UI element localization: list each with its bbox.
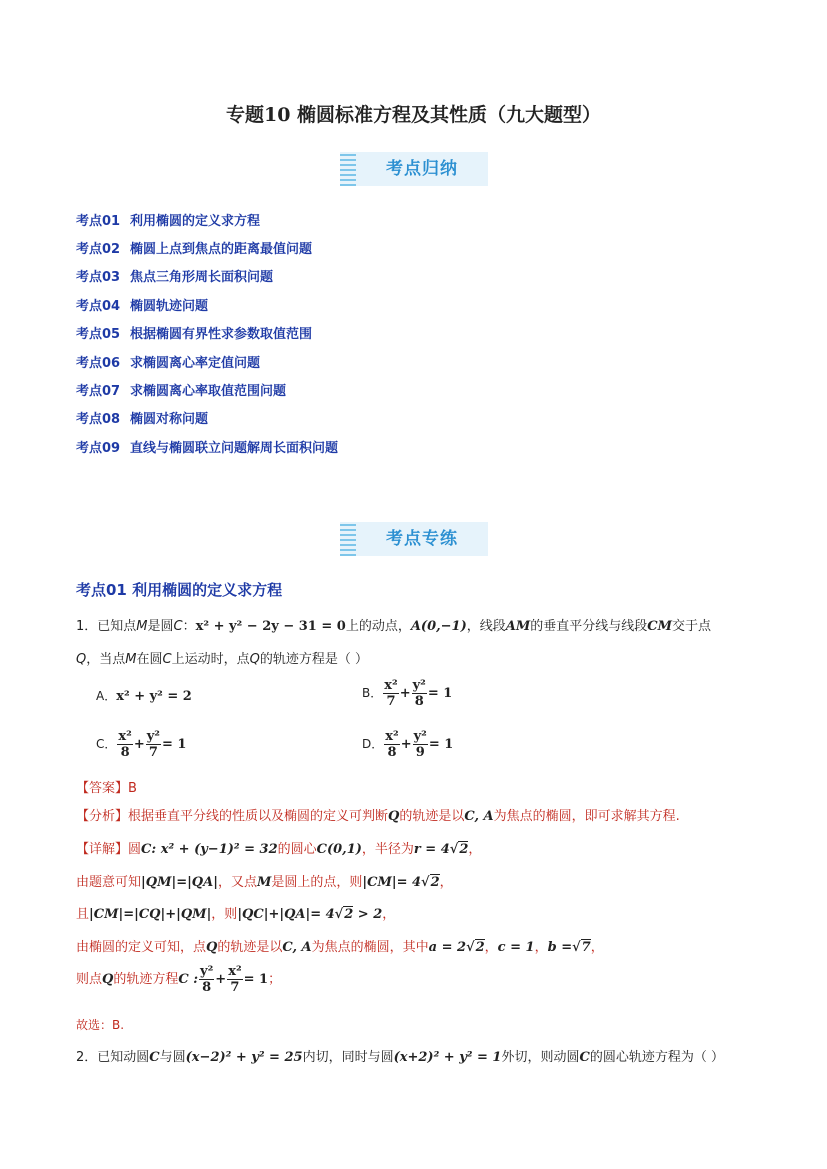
toc-item-1: 考点01 利用椭圆的定义求方程 — [76, 214, 261, 229]
toc-item-7: 考点07 求椭圆离心率取值范围问题 — [76, 384, 287, 399]
question-1-line-2: Q，当点M在圆C上运动时，点Q的轨迹方程是（ ） — [76, 652, 368, 667]
detail-line-3: 且|CM|=|CQ|+|QM|，则|QC|+|QA|= 4√2 > 2， — [76, 907, 396, 922]
toc-item-3: 考点03 焦点三角形周长面积问题 — [76, 270, 274, 285]
banner-label: 考点归纳 — [386, 159, 458, 179]
toc-item-8: 考点08 椭圆对称问题 — [76, 412, 209, 427]
option-b: B． $\frac{\text{x²}}{7}$ + $\frac{\text{y²}}{8}$ = 1 — [362, 678, 453, 709]
detail-line-4: 由椭圆的定义可知，点Q的轨迹是以C, A为焦点的椭圆，其中a = 2√2，c = 1，b =√7， — [76, 940, 604, 955]
option-a: A．x² + y² = 2 — [96, 689, 192, 704]
toc-item-9: 考点09 直线与椭圆联立问题解周长面积问题 — [76, 441, 339, 456]
banner-label: 考点专练 — [386, 529, 458, 549]
analysis-line: 【分析】根据垂直平分线的性质以及椭圆的定义可判断Q的轨迹是以C, A为焦点的椭圆，即可求解其方程. — [76, 809, 680, 824]
toc-item-2: 考点02 椭圆上点到焦点的距离最值问题 — [76, 242, 313, 257]
banner-kaodian-zhuanlian — [340, 522, 488, 556]
option-d: D． $\frac{\text{x²}}{8}$ + $\frac{\text{y²}}{9}$ = 1 — [362, 729, 454, 760]
detail-line-2: 由题意可知|QM|=|QA|，又点M是圆上的点，则|CM|= 4√2， — [76, 875, 453, 890]
detail-line-5: 则点Q的轨迹方程C : $\frac{\text{y²}}{8}$ + $\frac{\text{x²}}{7}$ = 1； — [76, 964, 282, 995]
page-title: 专题10 椭圆标准方程及其性质（九大题型） — [225, 104, 602, 126]
detail-line-1: 【详解】圆C: x² + (y−1)² = 32的圆心C(0,1)，半径为r = 4√2， — [76, 842, 482, 857]
toc-item-4: 考点04 椭圆轨迹问题 — [76, 299, 209, 314]
question-1-line-1: 1．已知点M是圆C：x² + y² − 2y − 31 = 0上的动点，A(0,−1)，线段AM的垂直平分线与线段CM交于点 — [76, 619, 712, 634]
option-c: C． $\frac{\text{x²}}{8}$ + $\frac{\text{y²}}{7}$ = 1 — [96, 729, 187, 760]
question-2-line-1: 2．已知动圆C与圆(x−2)² + y² = 25内切，同时与圆(x+2)² + y² = 1外切，则动圆C的圆心轨迹方程为（ ） — [76, 1050, 724, 1065]
toc-item-6: 考点06 求椭圆离心率定值问题 — [76, 356, 261, 371]
choose-line: 故选：B. — [76, 1018, 125, 1032]
toc-item-5: 考点05 根据椭圆有界性求参数取值范围 — [76, 327, 313, 342]
answer-line: 【答案】B — [76, 781, 137, 796]
section-heading: 考点01 利用椭圆的定义求方程 — [76, 581, 283, 599]
banner-kaodian-guina — [340, 152, 488, 186]
